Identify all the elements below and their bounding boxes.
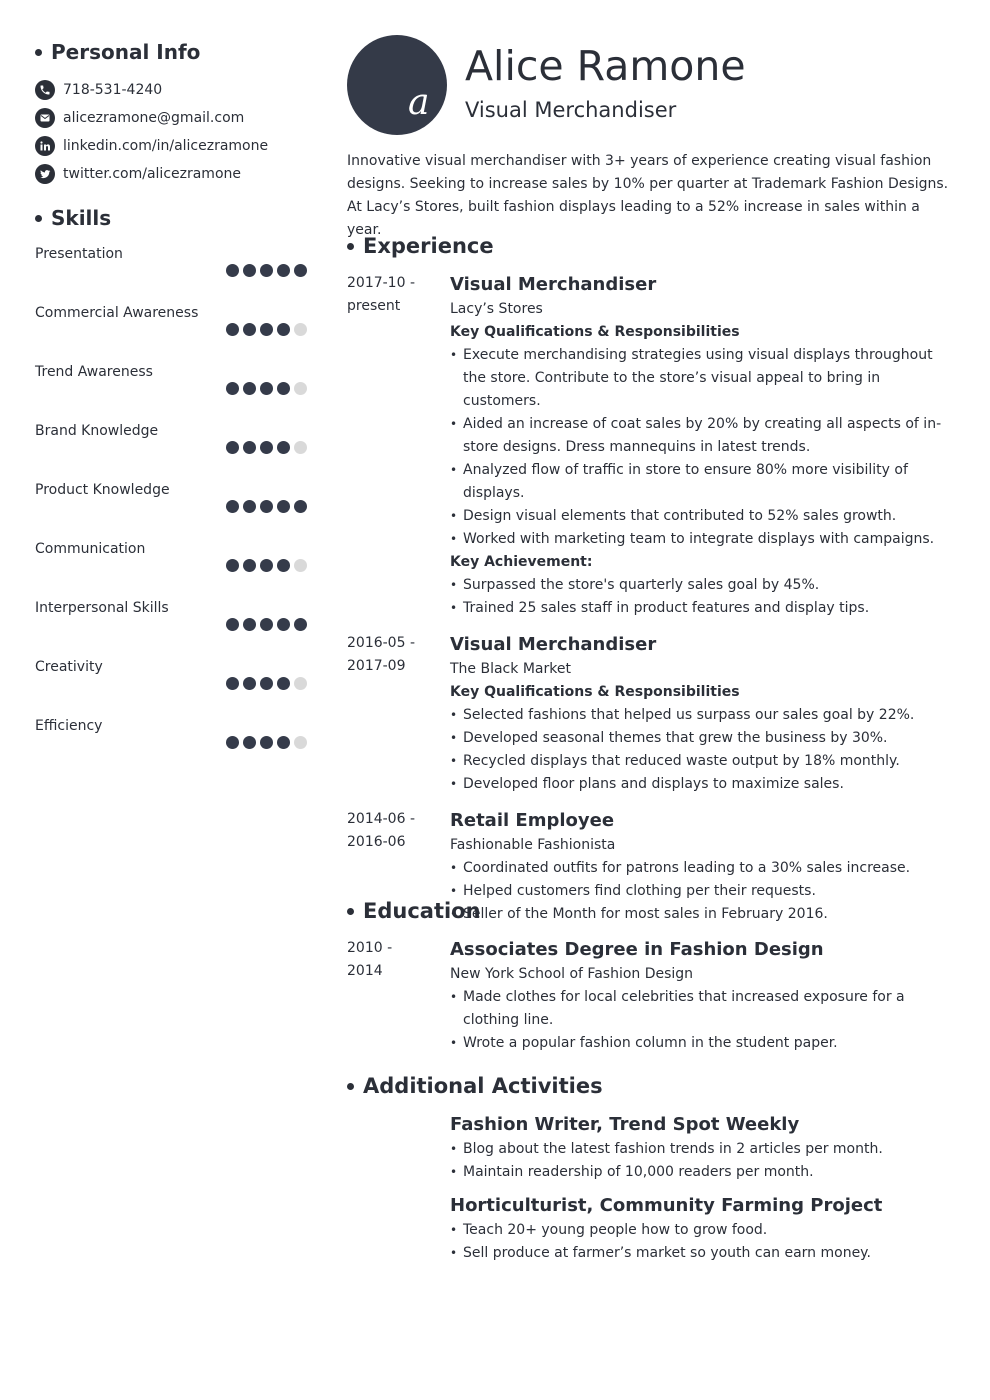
rating-dot-filled-icon — [226, 677, 239, 690]
activities-entry — [347, 1193, 952, 1265]
entry-bullet: • Maintain readership of 10,000 readers per month. — [450, 1161, 952, 1184]
education-section — [347, 895, 952, 1055]
entry-title: Retail Employee — [450, 810, 615, 831]
contact-list — [35, 76, 307, 188]
contact-twitter[interactable] — [35, 160, 307, 188]
activities-section — [347, 1070, 952, 1265]
rating-dot-filled-icon — [226, 500, 239, 513]
rating-dot-filled-icon — [277, 736, 290, 749]
candidate-name: Alice Ramone — [465, 42, 746, 90]
rating-dot-filled-icon — [243, 441, 256, 454]
entry-bullet: • Trained 25 sales staff in product features and display tips. — [450, 597, 952, 620]
activities-heading-text: Additional Activities — [363, 1074, 603, 1098]
activities-heading — [347, 1070, 952, 1102]
education-entries — [347, 937, 952, 1055]
left-column — [35, 36, 307, 776]
skill-item — [35, 658, 307, 717]
entry-title: Visual Merchandiser — [450, 274, 657, 295]
entry-date — [347, 1112, 450, 1184]
skill-name: Brand Knowledge — [35, 423, 159, 439]
contact-linkedin-text: linkedin.com/in/alicezramone — [63, 138, 269, 154]
rating-dot-filled-icon — [260, 677, 273, 690]
rating-dot-filled-icon — [277, 264, 290, 277]
skill-rating — [222, 559, 307, 572]
entry-title: Horticulturist, Community Farming Project — [450, 1195, 883, 1216]
rating-dot-filled-icon — [260, 382, 273, 395]
contact-phone-text: 718-531-4240 — [63, 82, 163, 98]
skill-item — [35, 422, 307, 481]
skill-name: Interpersonal Skills — [35, 600, 169, 616]
entry-bullet: • Design visual elements that contributed to 52% sales growth. — [450, 505, 952, 528]
candidate-title: Visual Merchandiser — [465, 98, 677, 122]
rating-dot-filled-icon — [260, 441, 273, 454]
experience-entry — [347, 272, 952, 620]
contact-phone — [35, 76, 307, 104]
skill-rating — [222, 441, 307, 454]
skills-heading-text: Skills — [51, 206, 112, 230]
rating-dot-filled-icon — [226, 382, 239, 395]
contact-email-text: alicezramone@gmail.com — [63, 110, 245, 126]
rating-dot-filled-icon — [277, 441, 290, 454]
entry-organization: The Black Market — [450, 661, 571, 677]
entry-bullet: • Coordinated outfits for patrons leading to a 30% sales increase. — [450, 857, 952, 880]
skill-rating — [222, 382, 307, 395]
heading-bullet-icon — [347, 243, 354, 250]
entry-body — [450, 632, 952, 796]
skill-name: Commercial Awareness — [35, 305, 199, 321]
entry-bullet-list — [450, 986, 952, 1055]
rating-dot-empty-icon — [294, 382, 307, 395]
skill-name: Communication — [35, 541, 146, 557]
skill-rating — [222, 677, 307, 690]
skill-name: Creativity — [35, 659, 103, 675]
contact-email[interactable] — [35, 104, 307, 132]
heading-bullet-icon — [35, 49, 42, 56]
rating-dot-filled-icon — [226, 264, 239, 277]
rating-dot-filled-icon — [243, 618, 256, 631]
entry-bullet: • Aided an increase of coat sales by 20% by creating all aspects of in-store designs. Dress mannequins in latest trends. — [450, 413, 952, 459]
entry-date-end: 2017-09 — [347, 658, 406, 674]
entry-bullet-list — [450, 704, 952, 796]
rating-dot-filled-icon — [294, 500, 307, 513]
rating-dot-filled-icon — [260, 500, 273, 513]
entry-bullet-list — [450, 1219, 952, 1265]
entry-body — [450, 937, 952, 1055]
skill-rating — [222, 618, 307, 631]
skill-rating — [222, 736, 307, 749]
entry-bullet-list — [450, 344, 952, 551]
entry-organization: Lacy’s Stores — [450, 301, 543, 317]
rating-dot-filled-icon — [260, 618, 273, 631]
twitter-icon — [35, 164, 55, 184]
entry-bullet: • Seller of the Month for most sales in February 2016. — [450, 903, 952, 926]
entry-bullet: • Analyzed flow of traffic in store to ensure 80% more visibility of displays. — [450, 459, 952, 505]
rating-dot-empty-icon — [294, 323, 307, 336]
entry-bullet: • Developed floor plans and displays to maximize sales. — [450, 773, 952, 796]
entry-date-end: 2016-06 — [347, 834, 406, 850]
rating-dot-filled-icon — [226, 736, 239, 749]
rating-dot-empty-icon — [294, 736, 307, 749]
entry-bullet-list — [450, 1138, 952, 1184]
entry-bullet-list — [450, 574, 952, 620]
rating-dot-filled-icon — [277, 500, 290, 513]
skill-name: Product Knowledge — [35, 482, 170, 498]
experience-heading-text: Experience — [363, 234, 494, 258]
heading-bullet-icon — [347, 908, 354, 915]
experience-entry — [347, 632, 952, 796]
entry-organization: Fashionable Fashionista — [450, 837, 616, 853]
rating-dot-filled-icon — [277, 677, 290, 690]
entry-group-label: Key Achievement: — [450, 554, 593, 570]
entry-date-end: present — [347, 298, 401, 314]
rating-dot-filled-icon — [226, 559, 239, 572]
activities-entries — [347, 1112, 952, 1265]
skill-rating — [222, 323, 307, 336]
skill-rating — [222, 500, 307, 513]
entry-body — [450, 1193, 952, 1265]
rating-dot-filled-icon — [226, 323, 239, 336]
entry-group-label: Key Qualifications & Responsibilities — [450, 324, 740, 340]
rating-dot-filled-icon — [243, 559, 256, 572]
rating-dot-empty-icon — [294, 441, 307, 454]
rating-dot-filled-icon — [277, 559, 290, 572]
entry-date — [347, 937, 450, 1055]
heading-bullet-icon — [35, 215, 42, 222]
entry-bullet: • Recycled displays that reduced waste output by 18% monthly. — [450, 750, 952, 773]
linkedin-icon — [35, 136, 55, 156]
entry-bullet: • Selected fashions that helped us surpass our sales goal by 22%. — [450, 704, 952, 727]
rating-dot-filled-icon — [243, 500, 256, 513]
rating-dot-filled-icon — [243, 736, 256, 749]
skill-name: Efficiency — [35, 718, 103, 734]
entry-bullet: • Made clothes for local celebrities that increased exposure for a clothing line. — [450, 986, 952, 1032]
rating-dot-filled-icon — [243, 323, 256, 336]
rating-dot-empty-icon — [294, 559, 307, 572]
entry-bullet: • Blog about the latest fashion trends in 2 articles per month. — [450, 1138, 952, 1161]
rating-dot-filled-icon — [277, 618, 290, 631]
rating-dot-filled-icon — [260, 264, 273, 277]
entry-organization: New York School of Fashion Design — [450, 966, 694, 982]
entry-bullet: • Wrote a popular fashion column in the student paper. — [450, 1032, 952, 1055]
skill-name: Trend Awareness — [35, 364, 153, 380]
contact-twitter-text: twitter.com/alicezramone — [63, 166, 242, 182]
rating-dot-filled-icon — [260, 736, 273, 749]
activities-entry — [347, 1112, 952, 1184]
entry-bullet: • Surpassed the store's quarterly sales goal by 45%. — [450, 574, 952, 597]
rating-dot-filled-icon — [226, 441, 239, 454]
entry-date-start: 2016-05 - — [347, 635, 415, 651]
entry-bullet: • Helped customers find clothing per their requests. — [450, 880, 952, 903]
entry-bullet: • Teach 20+ young people how to grow food. — [450, 1219, 952, 1242]
skill-rating — [222, 264, 307, 277]
entry-date — [347, 632, 450, 796]
rating-dot-filled-icon — [294, 264, 307, 277]
entry-date-start: 2017-10 - — [347, 275, 415, 291]
entry-bullet: • Sell produce at farmer’s market so youth can earn money. — [450, 1242, 952, 1265]
rating-dot-filled-icon — [243, 677, 256, 690]
email-icon — [35, 108, 55, 128]
skill-item — [35, 599, 307, 658]
rating-dot-filled-icon — [294, 618, 307, 631]
heading-bullet-icon — [347, 1083, 354, 1090]
personal-info-heading-text: Personal Info — [51, 40, 201, 64]
experience-entries — [347, 272, 952, 926]
rating-dot-filled-icon — [277, 323, 290, 336]
rating-dot-filled-icon — [260, 323, 273, 336]
summary: Innovative visual merchandiser with 3+ years of experience creating visual fashion designs. Seeking to increase sales by 10% per quarter at Trademark Fashion Designs. At Lacy’s Stores, built fashion displays leading to a 52% increase in sales within a year. — [347, 153, 949, 238]
rating-dot-filled-icon — [277, 382, 290, 395]
entry-body — [450, 1112, 952, 1184]
entry-date-start: 2010 - — [347, 940, 393, 956]
personal-info-heading — [35, 36, 307, 68]
avatar — [347, 35, 447, 135]
experience-section — [347, 230, 952, 926]
entry-group-label: Key Qualifications & Responsibilities — [450, 684, 740, 700]
rating-dot-filled-icon — [243, 264, 256, 277]
entry-bullet: • Developed seasonal themes that grew the business by 30%. — [450, 727, 952, 750]
entry-date — [347, 272, 450, 620]
rating-dot-filled-icon — [226, 618, 239, 631]
entry-bullet: • Execute merchandising strategies using visual displays throughout the store. Contribute to the store’s visual appeal to bring in customers. — [450, 344, 952, 413]
education-entry — [347, 937, 952, 1055]
entry-date-end: 2014 — [347, 963, 383, 979]
rating-dot-filled-icon — [243, 382, 256, 395]
entry-date-start: 2014-06 - — [347, 811, 415, 827]
entry-bullet: • Worked with marketing team to integrate displays with campaigns. — [450, 528, 952, 551]
skill-item — [35, 717, 307, 776]
entry-title: Visual Merchandiser — [450, 634, 657, 655]
rating-dot-empty-icon — [294, 677, 307, 690]
avatar-letter: a — [408, 82, 430, 123]
entry-title: Fashion Writer, Trend Spot Weekly — [450, 1114, 800, 1135]
phone-icon — [35, 80, 55, 100]
skill-item — [35, 540, 307, 599]
skill-item — [35, 481, 307, 540]
education-heading — [347, 895, 952, 927]
skills-list — [35, 245, 307, 776]
entry-date — [347, 1193, 450, 1265]
experience-heading — [347, 230, 952, 262]
skill-item — [35, 363, 307, 422]
skill-item — [35, 304, 307, 363]
skills-heading — [35, 202, 307, 234]
entry-body — [450, 272, 952, 620]
rating-dot-filled-icon — [260, 559, 273, 572]
education-heading-text: Education — [363, 899, 481, 923]
skill-name: Presentation — [35, 246, 123, 262]
contact-linkedin[interactable] — [35, 132, 307, 160]
entry-title: Associates Degree in Fashion Design — [450, 939, 824, 960]
skill-item — [35, 245, 307, 304]
